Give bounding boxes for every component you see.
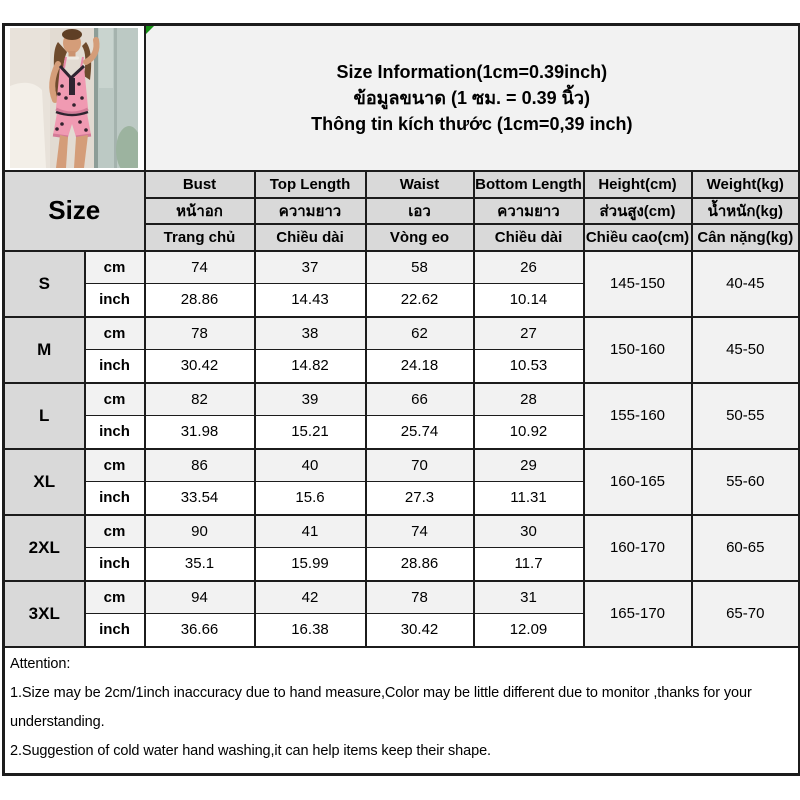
- value-cell: 14.82: [255, 350, 366, 383]
- header-row-en: [4, 171, 800, 198]
- size-label-m: M: [4, 317, 85, 383]
- weight-range-3xl: 65-70: [692, 581, 800, 647]
- col-header-bottom-length-th: ความยาว: [474, 198, 584, 224]
- value-cell: 24.18: [366, 350, 474, 383]
- unit-label-inch: inch: [85, 350, 145, 383]
- size-row-s-cm: [4, 251, 800, 284]
- value-cell: 28.86: [145, 284, 255, 317]
- height-range-l: 155-160: [584, 383, 692, 449]
- value-cell: 78: [366, 581, 474, 614]
- value-cell: 28.86: [366, 548, 474, 581]
- title-row: [4, 25, 800, 171]
- height-range-s: 145-150: [584, 251, 692, 317]
- size-row-m-cm: [4, 317, 800, 350]
- unit-label-cm: cm: [85, 317, 145, 350]
- attention-line-1: 1.Size may be 2cm/1inch inaccuracy due to hand measure,Color may be little different due to monitor ,thanks for your understanding.: [10, 684, 752, 730]
- value-cell: 78: [145, 317, 255, 350]
- size-row-3xl-cm: [4, 581, 800, 614]
- value-cell: 39: [255, 383, 366, 416]
- unit-label-inch: inch: [85, 548, 145, 581]
- value-cell: 30: [474, 515, 584, 548]
- value-cell: 94: [145, 581, 255, 614]
- unit-label-cm: cm: [85, 383, 145, 416]
- title-vi: Thông tin kích thước (1cm=0,39 inch): [311, 113, 633, 134]
- value-cell: 86: [145, 449, 255, 482]
- value-cell: 37: [255, 251, 366, 284]
- col-header-bust-th: หน้าอก: [145, 198, 255, 224]
- value-cell: 26: [474, 251, 584, 284]
- size-information-title: [145, 25, 800, 171]
- value-cell: 16.38: [255, 614, 366, 647]
- value-cell: 28: [474, 383, 584, 416]
- size-chart-sheet: [2, 23, 800, 776]
- col-header-top-length: Top Length: [255, 171, 366, 198]
- col-header-weight-th: น้ำหนัก(kg): [692, 198, 800, 224]
- unit-label-cm: cm: [85, 515, 145, 548]
- size-label-s: S: [4, 251, 85, 317]
- weight-range-s: 40-45: [692, 251, 800, 317]
- attention-row: [4, 647, 800, 775]
- col-header-height: Height(cm): [584, 171, 692, 198]
- value-cell: 41: [255, 515, 366, 548]
- attention-title: Attention:: [10, 655, 71, 672]
- value-cell: 36.66: [145, 614, 255, 647]
- value-cell: 74: [145, 251, 255, 284]
- unit-label-cm: cm: [85, 581, 145, 614]
- size-label-l: L: [4, 383, 85, 449]
- value-cell: 15.6: [255, 482, 366, 515]
- unit-label-cm: cm: [85, 251, 145, 284]
- value-cell: 11.31: [474, 482, 584, 515]
- height-range-2xl: 160-170: [584, 515, 692, 581]
- col-header-waist-vi: Vòng eo: [366, 224, 474, 251]
- value-cell: 12.09: [474, 614, 584, 647]
- title-th: ข้อมูลขนาด (1 ซม. = 0.39 นิ้ว): [353, 87, 591, 108]
- weight-range-2xl: 60-65: [692, 515, 800, 581]
- unit-label-inch: inch: [85, 614, 145, 647]
- value-cell: 33.54: [145, 482, 255, 515]
- weight-range-xl: 55-60: [692, 449, 800, 515]
- value-cell: 35.1: [145, 548, 255, 581]
- size-corner-label: Size: [4, 171, 145, 251]
- value-cell: 74: [366, 515, 474, 548]
- col-header-bust: Bust: [145, 171, 255, 198]
- col-header-weight-vi: Cân nặng(kg): [692, 224, 800, 251]
- value-cell: 62: [366, 317, 474, 350]
- value-cell: 31.98: [145, 416, 255, 449]
- value-cell: 27: [474, 317, 584, 350]
- value-cell: 70: [366, 449, 474, 482]
- unit-label-inch: inch: [85, 482, 145, 515]
- value-cell: 66: [366, 383, 474, 416]
- size-row-xl-cm: [4, 449, 800, 482]
- value-cell: 27.3: [366, 482, 474, 515]
- size-chart-table: [2, 23, 800, 776]
- attention-note: [4, 647, 800, 775]
- col-header-weight: Weight(kg): [692, 171, 800, 198]
- col-header-height-th: ส่วนสูง(cm): [584, 198, 692, 224]
- col-header-top-length-vi: Chiều dài: [255, 224, 366, 251]
- value-cell: 22.62: [366, 284, 474, 317]
- value-cell: 58: [366, 251, 474, 284]
- size-row-l-cm: [4, 383, 800, 416]
- weight-range-l: 50-55: [692, 383, 800, 449]
- size-row-2xl-cm: [4, 515, 800, 548]
- value-cell: 42: [255, 581, 366, 614]
- attention-line-2: 2.Suggestion of cold water hand washing,it can help items keep their shape.: [10, 742, 491, 759]
- value-cell: 29: [474, 449, 584, 482]
- value-cell: 30.42: [366, 614, 474, 647]
- value-cell: 11.7: [474, 548, 584, 581]
- unit-label-inch: inch: [85, 284, 145, 317]
- value-cell: 14.43: [255, 284, 366, 317]
- col-header-bottom-length-vi: Chiều dài: [474, 224, 584, 251]
- value-cell: 10.53: [474, 350, 584, 383]
- title-en: Size Information(1cm=0.39inch): [336, 61, 608, 82]
- unit-label-cm: cm: [85, 449, 145, 482]
- product-photo: [4, 25, 145, 171]
- value-cell: 40: [255, 449, 366, 482]
- col-header-waist-th: เอว: [366, 198, 474, 224]
- height-range-xl: 160-165: [584, 449, 692, 515]
- col-header-bottom-length: Bottom Length: [474, 171, 584, 198]
- value-cell: 38: [255, 317, 366, 350]
- value-cell: 15.21: [255, 416, 366, 449]
- value-cell: 31: [474, 581, 584, 614]
- product-photo-image: [10, 28, 138, 168]
- unit-label-inch: inch: [85, 416, 145, 449]
- value-cell: 30.42: [145, 350, 255, 383]
- cell-marker-icon: [146, 26, 154, 34]
- col-header-height-vi: Chiều cao(cm): [584, 224, 692, 251]
- size-label-3xl: 3XL: [4, 581, 85, 647]
- col-header-waist: Waist: [366, 171, 474, 198]
- value-cell: 90: [145, 515, 255, 548]
- col-header-bust-vi: Trang chủ: [145, 224, 255, 251]
- col-header-top-length-th: ความยาว: [255, 198, 366, 224]
- value-cell: 15.99: [255, 548, 366, 581]
- height-range-3xl: 165-170: [584, 581, 692, 647]
- weight-range-m: 45-50: [692, 317, 800, 383]
- size-label-2xl: 2XL: [4, 515, 85, 581]
- value-cell: 10.92: [474, 416, 584, 449]
- size-label-xl: XL: [4, 449, 85, 515]
- value-cell: 82: [145, 383, 255, 416]
- height-range-m: 150-160: [584, 317, 692, 383]
- value-cell: 25.74: [366, 416, 474, 449]
- value-cell: 10.14: [474, 284, 584, 317]
